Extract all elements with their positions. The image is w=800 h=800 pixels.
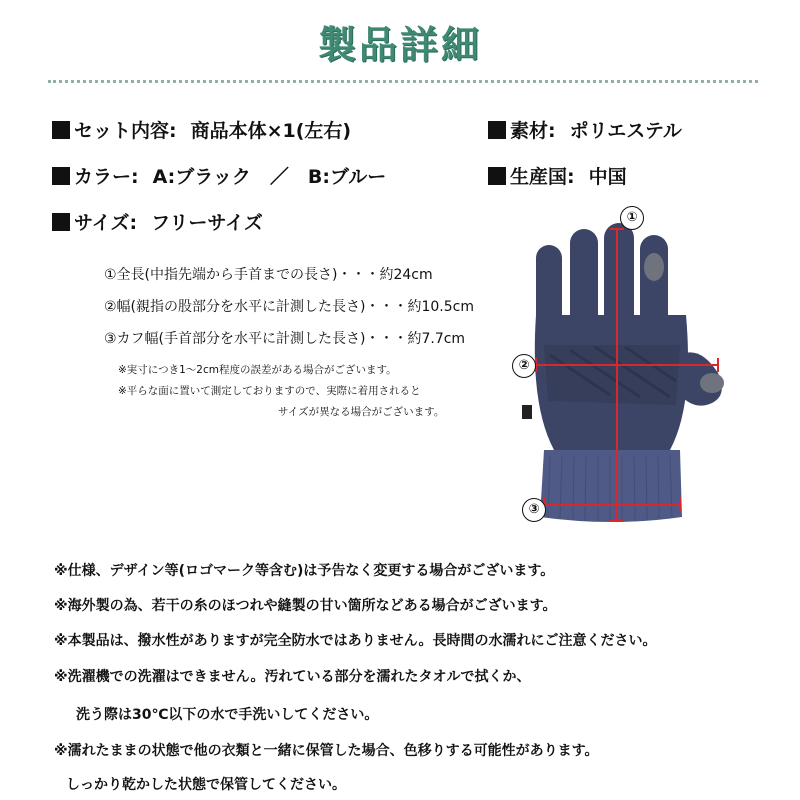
measure-note-3: サイズが異なる場合がございます。 [278,406,445,418]
spec-origin-value: 中国 [588,166,627,188]
spec-color-value: A:ブラック ／ B:ブルー [152,166,387,188]
measurement-cuff: ③カフ幅(手首部分を水平に計測した長さ)・・・約7.7cm [104,331,466,347]
note-5: 洗う際は30℃以下の水で手洗いしてください。 [76,707,379,723]
spec-set-value: 商品本体×1(左右) [190,120,352,142]
measure-note-2: ※平らな面に置いて測定しておりますので、実際に着用されると [118,385,421,397]
square-bullet-icon [52,167,70,185]
marker-3: ③ [522,498,546,522]
note-2: ※海外製の為、若干の糸のほつれや縫製の甘い箇所などある場合がございます。 [54,598,557,614]
square-bullet-icon [52,213,70,231]
note-4: ※洗濯機での洗濯はできません。汚れている部分を濡れたタオルで拭くか、 [54,669,531,685]
square-bullet-icon [488,167,506,185]
marker-1: ① [620,206,644,230]
spec-material-label: 素材: [510,120,556,142]
spec-color [52,162,386,189]
marker-2: ② [512,354,536,378]
measurement-length: ①全長(中指先端から手首までの長さ)・・・約24cm [104,267,433,283]
spec-set [52,116,351,143]
dotted-divider [48,80,758,83]
measure-note-1: ※実寸につき1～2cm程度の誤差がある場合がございます。 [118,364,397,376]
square-bullet-icon [488,121,506,139]
measurement-width: ②幅(親指の股部分を水平に計測した長さ)・・・約10.5cm [104,299,474,315]
spec-origin-label: 生産国: [510,166,575,188]
spec-color-label: カラー: [74,166,139,188]
spec-material-value: ポリエステル [569,120,682,142]
spec-size [52,208,263,235]
spec-size-label: サイズ: [74,212,138,234]
spec-origin [488,162,627,189]
spec-material [488,116,682,143]
note-1: ※仕様、デザイン等(ロゴマーク等含む)は予告なく変更する場合がございます。 [54,563,555,579]
note-7: しっかり乾かした状態で保管してください。 [66,777,346,793]
square-bullet-icon [52,121,70,139]
spec-set-label: セット内容: [74,120,177,142]
page-title: 製品詳細 [317,23,482,67]
note-3: ※本製品は、撥水性がありますが完全防水ではありません。長時間の水濡れにご注意ください。 [54,633,657,649]
spec-size-value: フリーサイズ [151,212,263,234]
note-6: ※濡れたままの状態で他の衣類と一緒に保管した場合、色移りする可能性があります。 [54,743,599,759]
